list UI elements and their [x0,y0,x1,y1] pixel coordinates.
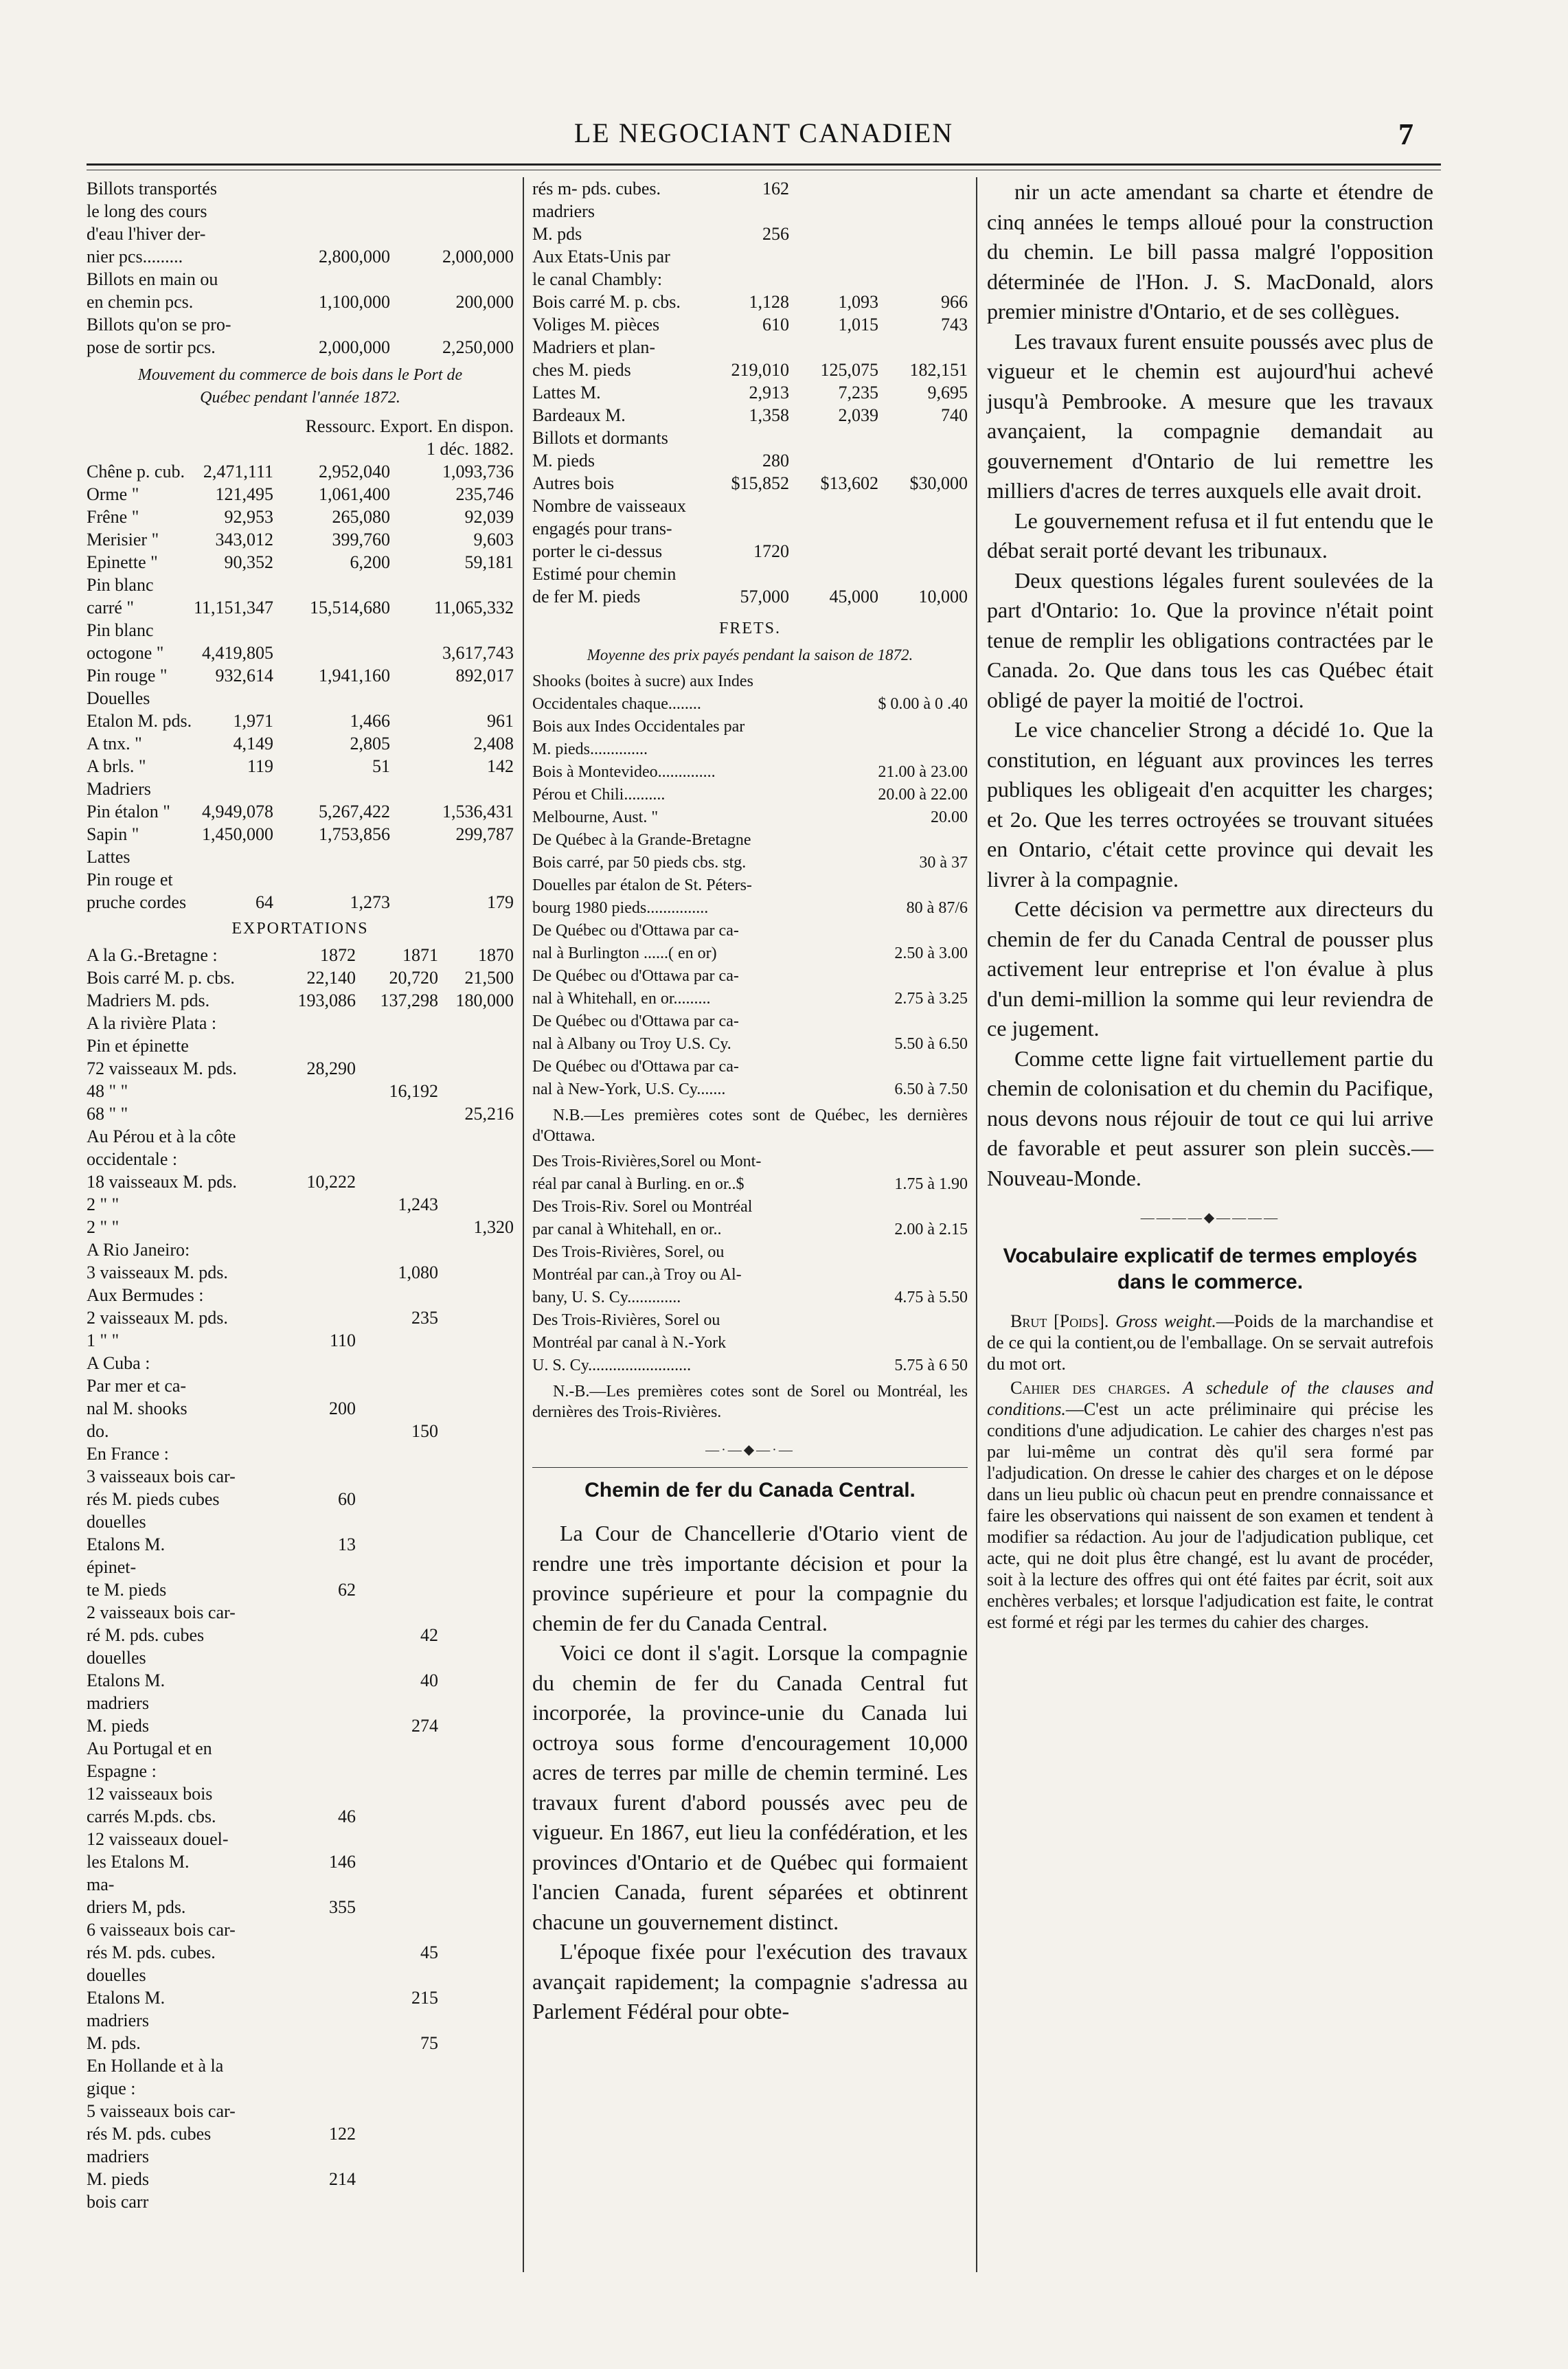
article-body [532,1519,968,2027]
table-row: De Québec ou d'Ottawa par ca- [532,922,739,940]
table-row: gique : [87,2078,136,2098]
table-row: Melbourne, Aust. " 20.00 [532,808,968,826]
table-row: Voliges M. pièces 610 1,015 743 [532,315,968,335]
table-row: 1 " " 110 [87,1330,356,1350]
table-row: 68 " " 25,216 [87,1104,514,1124]
freight-prices [532,670,968,1101]
column-3 [987,177,1433,1635]
table-row: le long des cours [87,201,207,221]
table-row: 48 " " 16,192 [87,1081,438,1101]
table-row: Montréal par canal à N.-York [532,1334,727,1352]
frets-subtitle: Moyenne des prix payés pendant la saison de 1872. [587,646,913,664]
column-divider-2 [976,177,977,2272]
table-row: 3 vaisseaux M. pds. 1,080 [87,1262,438,1282]
table-row: Pin blanc [87,575,154,595]
table-row: Bardeaux M. 1,358 2,039 740 [532,405,968,425]
table-row: porter le ci-dessus 1720 [532,541,789,561]
table-row: Madriers et plan- [532,337,656,357]
table-row: bois carr [87,2192,149,2212]
table-row: De Québec ou d'Ottawa par ca- [532,1012,739,1030]
table-row: Au Portugal et en [87,1738,212,1758]
table-row: Bois carré, par 50 pieds cbs. stg. 30 à 37 [532,854,968,872]
paragraph: Le gouvernement refusa et il fut entendu que le débat serait porté devant les tribunaux. [987,508,1433,563]
exports-table-continued [532,177,968,608]
vocabulary-entry [987,1377,1433,1633]
table-row: 3 vaisseaux bois car- [87,1466,236,1486]
table-row: de fer M. pieds 57,000 45,000 10,000 [532,587,968,607]
table-row: réal par canal à Burling. en or..$ 1.75 à 1.90 [532,1175,968,1193]
table-row: M. pds. 75 [87,2033,438,2053]
table-row: Montréal par can.,à Troy ou Al- [532,1266,742,1284]
table-row: Orme " 121,495 1,061,400 235,746 [87,484,514,504]
article-continuation [987,177,1433,1193]
table-row: A la G.-Bretagne : 1872 1871 1870 [87,945,514,965]
table-row: Pin rouge et [87,870,173,889]
table-row: M. pieds.............. [532,740,648,758]
table-row: Aux Bermudes : [87,1285,204,1305]
table-row: pose de sortir pcs. 2,000,000 2,250,000 [87,337,514,357]
table-row: nal M. shooks 200 [87,1398,356,1418]
article-title: Chemin de fer du Canada Central. [584,1479,916,1501]
table-row: nier pcs......... 2,800,000 2,000,000 [87,247,514,267]
paragraph: Comme cette ligne fait virtuellement partie du chemin de colonisation et du chemin du Pacifique, nous devons nous réjouir de tout ce qui lui arrive de favorable et peut assurer son plein succès.—Nouveau-Monde. [987,1045,1433,1190]
table-row: bourg 1980 pieds............... 80 à 87/6 [532,899,968,917]
table-row: Pin blanc [87,620,154,640]
table-row: 2 " " 1,320 [87,1217,514,1237]
table-row: occidentale : [87,1149,178,1169]
table-row: Pin et épinette [87,1036,189,1056]
table-row: par canal à Whitehall, en or.. 2.00 à 2.15 [532,1221,968,1238]
vocab-definition: —Poids de la marchandise et de ce qui la contient,ou de l'emballage. On se servait autrefois du mot ort. [987,1311,1434,1374]
table-row: 18 vaisseaux M. pds. 10,222 [87,1172,356,1192]
table-row: M. pieds 214 [87,2169,356,2189]
table-row: M. pieds 274 [87,1716,438,1736]
table-row: A tnx. " 4,149 2,805 2,408 [87,734,514,753]
vocabulary-entry [987,1311,1433,1374]
paragraph: Le vice chancelier Strong a décidé 1o. Que la constitution, en léguant aux provinces les terres publiques les obligeait d'en acquitter les charges; et 2o. Que les terres octroyées se trouvant situées en Ontario, c'était cette province qui devait les livrer à la compagnie. [987,717,1433,892]
table-row: douelles [87,1648,146,1668]
table-row: Au Pérou et à la côte [87,1126,236,1146]
paragraph: Voici ce dont il s'agit. Lorsque la compagnie du chemin de fer du Canada Central fut incorporée, la province-unie du Canada lui octroya sous forme d'encouragement 10,000 acres de terres par mille de chemin terminé. Les travaux furent d'abord poussés avec peu de vigueur. En 1867, eut lieu la confédération, et les provinces d'Ontario et de Québec qui formaient l'ancien Canada, furent séparées et obtinrent chacune un gouvernement distinct. [532,1640,968,1934]
paragraph: La Cour de Chancellerie d'Otario vient de rendre une très importante décision et pour la province supérieure et pour la compagnie du chemin de fer du Canada Central. [532,1521,968,1635]
ornament-divider: —·—◆—·— [705,1442,795,1458]
table-row: 12 vaisseaux bois [87,1784,213,1804]
table-row: rés M. pieds cubes 60 [87,1489,356,1509]
table-row: De Québec à la Grande-Bretagne [532,831,751,849]
table-row: Billots en main ou [87,269,218,289]
table-row: 2 vaisseaux M. pds. 235 [87,1308,438,1328]
table-row: Bois à Montevideo.............. 21.00 à 23.00 [532,763,968,781]
table-row: Etalons M. 215 [87,1988,438,2008]
table-row: en chemin pcs. 1,100,000 200,000 [87,292,514,312]
paragraph: Les travaux furent ensuite poussés avec plus de vigueur et le chemin est aujourd'hui achevé jusqu'à Pembrooke. A mesure que les travaux avançaient, la compagnie demandait au gouvernement d'Ontario de lui remettre les milliers d'acres de terres auxquels elle avait droit. [987,328,1433,503]
table-row: Shooks (boites à sucre) aux Indes [532,672,753,690]
table-row: 12 vaisseaux douel- [87,1829,229,1849]
table-row: Chêne p. cub. 2,471,111 2,952,040 1,093,736 [87,462,514,481]
table-row: 5 vaisseaux bois car- [87,2101,236,2121]
vocabulary-title: Vocabulaire explicatif de termes employés dans le commerce. [1003,1245,1418,1293]
table-row: Lattes M. 2,913 7,235 9,695 [532,383,968,403]
exports-table [87,944,514,2213]
table-row: rés M. pds. cubes 122 [87,2124,356,2144]
table-row: Pin rouge " 932,614 1,941,160 892,017 [87,666,514,685]
table-row: Autres bois $15,852 $13,602 $30,000 [532,473,968,493]
table-row: De Québec ou d'Ottawa par ca- [532,967,739,985]
article-rule [532,1467,968,1468]
table-row: Bois carré M. p. cbs. 1,128 1,093 966 [532,292,968,312]
port-quebec-heading: Mouvement du commerce de bois dans le Port de Québec pendant l'année 1872. [137,366,463,407]
table-row: A Cuba : [87,1353,150,1373]
table-row: 72 vaisseaux M. pds. 28,290 [87,1058,356,1078]
freight-note-2: N.-B.—Les premières cotes sont de Sorel ou Montréal, les dernières des Trois-Rivières. [532,1383,968,1421]
table-row: Pin étalon " 4,949,078 5,267,422 1,536,431 [87,802,514,821]
vocab-definition: —C'est un acte préliminaire qui précise les conditions d'une adjudication. Le cahier des charges n'est pas par lui-même un contrat dès qu'il sera formé par l'adjudication. On dresse le cahier des charges et on le dépose dans un lieu public où chacun peut en prendre connaissance et faire les observations qui naissent de son examen et tendent à modifier sa rédaction. Au jour de l'adjudication publique, cet acte, qui ne doit plus être changé, est lu avant de procéder, soit à la lecture des offres qui ont été faites par écrit, soit aux enchères verbales; et lorsque l'adjudication est faite, le contrat est formé et régi par les termes du cahier des charges. [987,1399,1433,1632]
table-row: De Québec ou d'Ottawa par ca- [532,1058,739,1076]
table-row: ches M. pieds 219,010 125,075 182,151 [532,360,968,380]
table-row: En Hollande et à la [87,2056,224,2076]
table-row: ma- [87,1874,115,1894]
vocab-english: A schedule of the clauses and conditions. [987,1378,1434,1419]
table-row: madriers [532,201,595,221]
table-row: En France : [87,1444,169,1464]
table-date: 1 déc. 1882. [426,439,514,459]
table-row: Sapin " 1,450,000 1,753,856 299,787 [87,824,514,844]
paragraph: L'époque fixée pour l'exécution des travaux avançait rapidement; la compagnie s'adressa au Parlement Fédéral pour obte- [532,1939,968,2024]
paragraph: Deux questions légales furent soulevées de la part d'Ontario: 1o. Que la province n'était point tenue de remplir les obligations contractées par le Canada. 2o. Que dans tous les cas Québec était obligé de payer la moitié de l'octroi. [987,567,1433,712]
table-row: 2 " " 1,243 [87,1194,438,1214]
ornament-divider-2: ————◆———— [1140,1210,1280,1225]
table-row: M. pds 256 [532,224,789,244]
table-row: Par mer et ca- [87,1376,187,1396]
table-row: M. pieds 280 [532,451,789,471]
table-row: madriers [87,2010,149,2030]
table-row: A la rivière Plata : [87,1013,217,1033]
table-row: Lattes [87,847,130,867]
table-row: Billots qu'on se pro- [87,315,231,335]
table-row: driers M, pds. 355 [87,1897,356,1917]
paragraph: Cette décision va permettre aux directeurs du chemin de fer du Canada Central de pousser plus activement leur entreprise et l'on évalue à plus d'un demi-million la somme qui leur reviendra de ce jugement. [987,896,1433,1041]
column-divider-1 [523,177,524,2272]
table-row: Pérou et Chili.......... 20.00 à 22.00 [532,786,968,804]
table-row: douelles [87,1512,146,1532]
table-row: Etalons M. 13 [87,1534,356,1554]
table-row: madriers [87,2146,149,2166]
table-row: Frêne " 92,953 265,080 92,039 [87,507,514,527]
table-row: Des Trois-Rivières, Sorel ou [532,1311,720,1329]
table-row: engagés pour trans- [532,519,672,539]
vocabulary-entries [987,1311,1433,1633]
table-row: nal à Whitehall, en or......... 2.75 à 3.25 [532,990,968,1008]
table-row: 6 vaisseaux bois car- [87,1920,236,1940]
table-row: Epinette " 90,352 6,200 59,181 [87,552,514,572]
table-row: Des Trois-Rivières, Sorel, ou [532,1243,725,1261]
billots-table [87,177,514,359]
table-row: madriers [87,1693,149,1713]
paragraph: nir un acte amendant sa charte et étendre de cinq années le temps alloué pour la construction du chemin. Le bill passa malgré l'opposition déterminée de l'Hon. J. S. MacDonald, alors premier ministre d'Ontario, et de ses collègues. [987,179,1433,324]
table-row: octogone " 4,419,805 3,617,743 [87,643,514,663]
column-headers: Ressourc. Export. En dispon. [305,416,514,436]
table-row: Etalon M. pds. 1,971 1,466 961 [87,711,514,731]
table-row: rés M. pds. cubes. 45 [87,1942,438,1962]
table-row: d'eau l'hiver der- [87,224,206,244]
table-row: Madriers [87,779,151,799]
table-row: Billots transportés [87,179,217,199]
table-row: Des Trois-Riv. Sorel ou Montréal [532,1198,753,1216]
freight-prices-2 [532,1151,968,1377]
table-row: Aux Etats-Unis par [532,247,670,267]
table-row: Douelles par étalon de St. Péters- [532,876,752,894]
table-row: bany, U. S. Cy............. 4.75 à 5.50 [532,1289,968,1306]
table-row: Etalons M. 40 [87,1670,438,1690]
table-row: Espagne : [87,1761,157,1781]
vocab-term: Brut [Poids]. [1010,1311,1109,1331]
table-row: Estimé pour chemin [532,564,677,584]
table-row: carrés M.pds. cbs. 46 [87,1806,356,1826]
table-row: pruche cordes 64 1,273 179 [87,892,514,912]
header-rule [87,163,1441,166]
wood-trade-table [87,460,514,914]
newspaper-title: LE NEGOCIANT CANADIEN [573,117,954,148]
table-row: Billots et dormants [532,428,668,448]
page-number: 7 [1398,117,1413,151]
table-row: U. S. Cy......................... 5.75 à 6 50 [532,1357,968,1374]
page-header [87,117,1441,158]
table-row: 2 vaisseaux bois car- [87,1602,236,1622]
exports-title: EXPORTATIONS [231,920,369,938]
table-row: Merisier " 343,012 399,760 9,603 [87,530,514,549]
table-row: te M. pieds 62 [87,1580,356,1600]
table-row: nal à Burlington ......( en or) 2.50 à 3.00 [532,944,968,962]
table-row: Bois aux Indes Occidentales par [532,718,745,736]
table-row: Bois carré M. p. cbs. 22,140 20,720 21,500 [87,968,514,988]
table-row: nal à Albany ou Troy U.S. Cy. 5.50 à 6.50 [532,1035,968,1053]
table-row: nal à New-York, U.S. Cy....... 6.50 à 7.50 [532,1080,968,1098]
table-row: Madriers M. pds. 193,086 137,298 180,000 [87,990,514,1010]
vocab-english: Gross weight. [1115,1311,1216,1331]
column-2 [532,177,968,2027]
table-row: rés m- pds. cubes. 162 [532,179,789,199]
table-row: Douelles [87,688,150,708]
column-1 [87,177,514,2213]
table-row: A Rio Janeiro: [87,1240,190,1260]
freight-note-1: N.B.—Les premières cotes sont de Québec, les dernières d'Ottawa. [532,1107,968,1145]
table-row: Des Trois-Rivières,Sorel ou Mont- [532,1153,762,1170]
table-row: Occidentales chaque........ $ 0.00 à 0 .40 [532,695,968,713]
table-row: ré M. pds. cubes 42 [87,1625,438,1645]
table-row: do. 150 [87,1421,438,1441]
table-row: épinet- [87,1557,137,1577]
table-row: le canal Chambly: [532,269,663,289]
table-row: douelles [87,1965,146,1985]
table-row: A brls. " 119 51 142 [87,756,514,776]
table-row: les Etalons M. 146 [87,1852,356,1872]
table-row: Nombre de vaisseaux [532,496,686,516]
frets-title: FRETS. [718,620,782,637]
table-row: carré " 11,151,347 15,514,680 11,065,332 [87,598,514,617]
vocab-term: Cahier des charges. [1010,1378,1171,1398]
